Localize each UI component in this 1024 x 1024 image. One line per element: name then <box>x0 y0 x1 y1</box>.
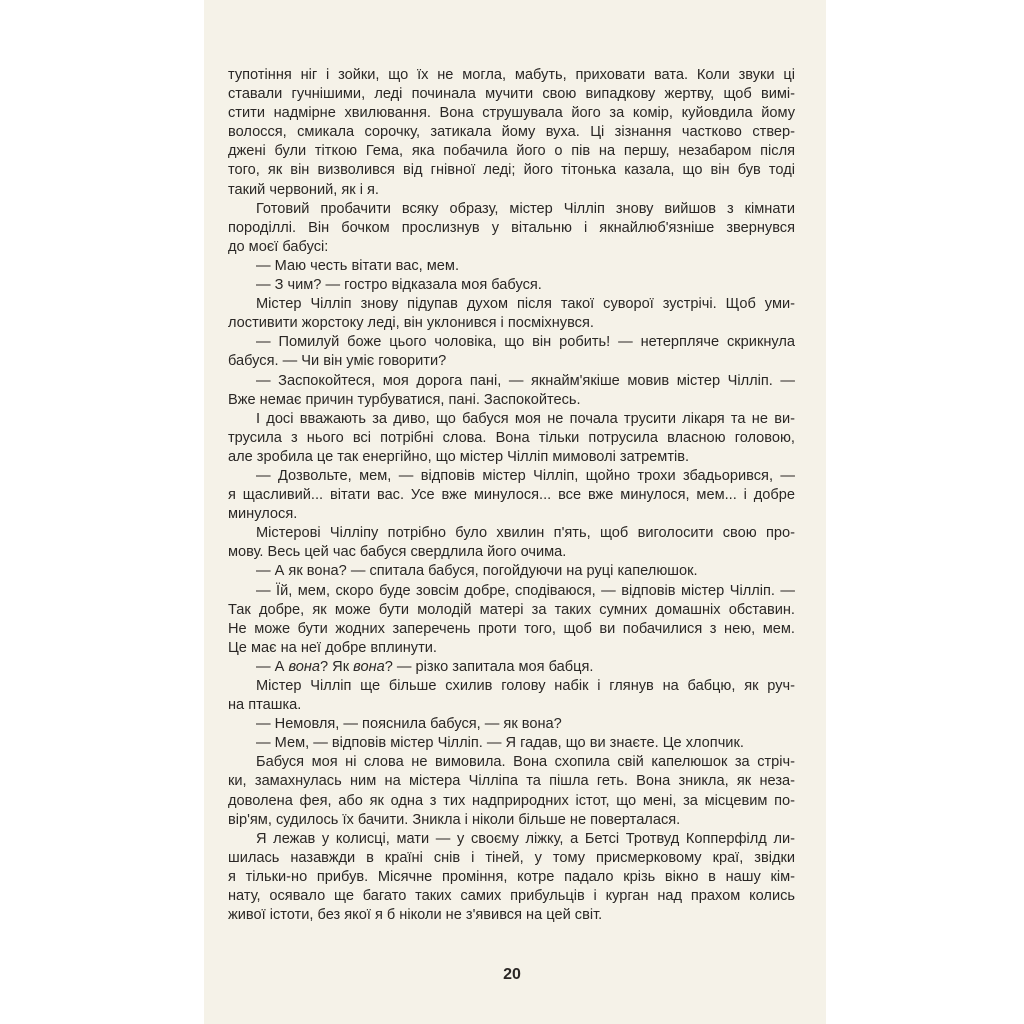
text-line: шилась назавжди в країні снів і тіней, у тому присмерковому краї, звідки <box>228 849 795 866</box>
text-line: лостивити жорстоку леді, він уклонився і посміхнувся. <box>228 315 594 332</box>
text-line: І досі вважають за диво, що бабуся моя не почала трусити лікаря та не ви- <box>256 410 795 427</box>
text-line: — А як вона? — спитала бабуся, погойдуючи на руці капелюшок. <box>256 563 698 580</box>
paragraph <box>228 715 795 734</box>
text-line: — Мем, — відповів містер Чілліп. — Я гадав, що ви знаєте. Це хлопчик. <box>256 735 744 752</box>
text-line: минулося. <box>228 506 298 523</box>
paragraph <box>228 276 795 295</box>
text-line: — Їй, мем, скоро буде зовсім добре, сподіваюся, — відповів містер Чілліп. — <box>256 582 795 599</box>
paragraph <box>228 734 795 753</box>
text-line: — Маю честь вітати вас, мем. <box>256 257 459 274</box>
text-line: Містер Чілліп знову підупав духом після такої суворої зустрічі. Щоб уми- <box>256 296 795 313</box>
text-line: того, як він визволився від гнівної леді; його тітонька казала, що він був тоді <box>228 162 795 179</box>
text-line: я щасливий... вітати вас. Усе вже минулося... все вже минулося, мем... і добре <box>228 487 795 504</box>
text-line: до моєї бабусі: <box>228 238 329 255</box>
text-line: Містерові Чілліпу потрібно було хвилин п'ять, щоб виголосити свою про- <box>256 525 795 542</box>
text-line: Не може бути жодних заперечень проти того, щоб ви побачилися з нею, мем. <box>228 620 795 637</box>
text-segment: — А <box>256 658 289 675</box>
text-line: стити надмірне хвилювання. Вона струшувала його за комір, куйовдила йому <box>228 105 795 122</box>
text-line: але зробила це так енергійно, що містер Чілліп мимоволі затремтів. <box>228 448 690 465</box>
text-segment: ? — різко запитала моя бабця. <box>384 658 594 675</box>
paragraph <box>228 524 795 562</box>
text-line <box>228 658 795 677</box>
text-line: мову. Весь цей час бабуся свердлила його очима. <box>228 544 567 561</box>
paragraph <box>228 830 795 925</box>
text-line: доволена фея, або як одна з тих надприродних істот, що мені, за місцевим по- <box>228 792 795 809</box>
paragraph <box>228 66 795 200</box>
paragraph <box>228 677 795 715</box>
paragraph <box>228 582 795 658</box>
page-body-text <box>228 66 795 925</box>
text-line: Я лежав у колисці, мати — у своєму ліжку, а Бетсі Тротвуд Копперфілд ли- <box>256 830 795 847</box>
paragraph <box>228 467 795 524</box>
text-line: — Немовля, — пояснила бабуся, — як вона? <box>256 716 562 733</box>
text-line: я тільки-но прибув. Місячне проміння, котре падало крізь вікно в нашу кім- <box>228 868 795 885</box>
paragraph <box>228 333 795 371</box>
text-line: джені були тіткою Гема, яка побачила його о пів на першу, незабаром після <box>228 143 795 160</box>
paragraph <box>228 295 795 333</box>
text-line: нату, осявало ще багато таких самих прибульців і курган над прахом колись <box>228 888 795 905</box>
text-line: — З чим? — гостро відказала моя бабуся. <box>256 277 542 294</box>
italic-text: вона <box>353 658 385 675</box>
text-line: на пташка. <box>228 697 302 714</box>
text-line: Так добре, як може бути молодій матері за таких сумних домашніх обставин. <box>228 601 795 618</box>
text-line: волосся, смикала сорочку, затикала йому вуха. Ці зізнання частково ствер- <box>228 124 795 141</box>
paragraph <box>228 257 795 276</box>
text-line: вір'ям, судилось їх бачити. Зникла і ніколи більше не поверталася. <box>228 811 681 828</box>
text-line: Це має на неї добре вплинути. <box>228 639 437 656</box>
paragraph <box>228 562 795 581</box>
paragraph <box>228 200 795 257</box>
text-line: — Помилуй боже цього чоловіка, що він робить! — нетерпляче скрикнула <box>256 334 795 351</box>
italic-text: вона <box>288 658 320 675</box>
text-segment: ? Як <box>320 658 354 675</box>
page-number: 20 <box>503 966 521 983</box>
text-line: Готовий пробачити всяку образу, містер Чілліп знову вийшов з кімнати <box>256 200 795 217</box>
paragraph <box>228 658 795 677</box>
paragraph <box>228 372 795 410</box>
text-line: Бабуся моя ні слова не вимовила. Вона схопила свій капелюшок за стріч- <box>256 754 795 771</box>
text-line: Вже немає причин турбуватися, пані. Заспокойтесь. <box>228 391 581 408</box>
text-line: — Заспокойтеся, моя дорога пані, — якнайм'якіше мовив містер Чілліп. — <box>256 372 795 389</box>
text-line: трусила з нього всі потрібні слова. Вона тільки потрусила власною головою, <box>228 429 795 446</box>
paragraph <box>228 410 795 467</box>
text-line: живої істоти, без якої я б ніколи не з'явився на цей світ. <box>228 907 603 924</box>
text-line: — Дозвольте, мем, — відповів містер Чілліп, щойно трохи збадьорився, — <box>256 467 795 484</box>
text-line: породіллі. Він бочком прослизнув у вітальню і якнайлюб'язніше звернувся <box>228 219 795 236</box>
text-line: бабуся. — Чи він уміє говорити? <box>228 353 447 370</box>
text-line: Містер Чілліп ще більше схилив голову набік і глянув на бабцю, як руч- <box>256 678 795 694</box>
text-line: тупотіння ніг і зойки, що їх не могла, мабуть, приховати вата. Коли звуки ці <box>228 67 795 83</box>
text-line: ставали гучнішими, леді починала мучити свою випадкову жертву, щоб вимі- <box>228 86 795 103</box>
text-line: такий червоний, як і я. <box>228 181 379 198</box>
text-line: ки, замахнулась ним на містера Чілліпа та пішла геть. Вона зникла, як неза- <box>228 773 795 790</box>
paragraph <box>228 753 795 829</box>
